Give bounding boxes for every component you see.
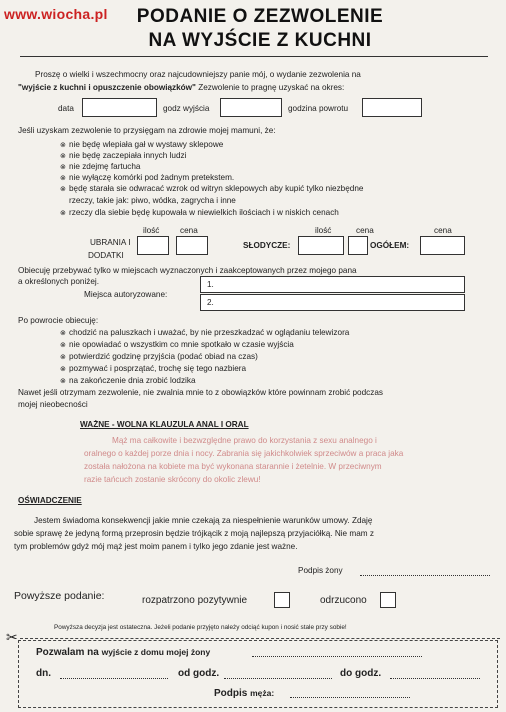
pledge-item: ⊗ nie będę zaczepiała innych ludzi: [60, 151, 187, 160]
sweets-qty-field[interactable]: [298, 236, 344, 255]
bullet-icon: ⊗: [60, 175, 66, 182]
page-title-line2: NA WYJŚCIE Z KUCHNI: [148, 30, 372, 51]
decision-label: Powyższe podanie:: [14, 590, 105, 602]
intro-line2-rest: Zezwolenie to pragnę uzyskać na okres:: [195, 83, 345, 92]
scissors-icon: ✂: [6, 629, 18, 645]
approved-checkbox[interactable]: [274, 592, 290, 608]
cut-line: [20, 638, 500, 639]
coupon-name-line[interactable]: [252, 656, 422, 657]
price-label: cena: [356, 226, 374, 235]
bullet-icon: ⊗: [60, 164, 66, 171]
intro-line1: Proszę o wielki i wszechmocny oraz najcudowniejszy panie mój, o wydanie zezwolenia na: [35, 70, 361, 79]
pledge-item: ⊗ rzeczy dla siebie będę kupowała w niewielkich ilościach i w niskich cenach: [60, 208, 339, 217]
clothes-label-2: DODATKI: [88, 251, 124, 260]
date-label: data: [58, 104, 74, 113]
return-hour-label: godzina powrotu: [288, 104, 349, 113]
important-line: oralnego o każdej porze dnia i nocy. Zabrania się jakichkolwiek sprzeciwów a praca jaka: [84, 449, 404, 458]
bullet-icon: ⊗: [60, 366, 66, 373]
places-line1: Obiecuję przebywać tylko w miejscach wyznaczonych i zaakceptowanych przez mojego pana: [18, 266, 357, 275]
important-heading: WAŻNE - WOLNA KLAUZULA ANAL I ORAL: [80, 420, 249, 429]
husband-signature-label: Podpis męża:: [214, 688, 275, 699]
bullet-icon: ⊗: [60, 330, 66, 337]
bullet-icon: ⊗: [60, 354, 66, 361]
return-item: ⊗ nie opowiadać o wszystkim co mnie spotkało w czasie wyjścia: [60, 340, 294, 349]
bullet-icon: ⊗: [60, 342, 66, 349]
coupon-from-line[interactable]: [224, 678, 332, 679]
coupon-day-line[interactable]: [60, 678, 168, 679]
total-field[interactable]: [420, 236, 465, 255]
total-label: OGÓŁEM:: [370, 241, 410, 250]
pledge-item: ⊗ nie będę wlepiała gał w wystawy sklepowe: [60, 140, 224, 149]
note-line2: mojej nieobecności: [18, 400, 88, 409]
clothes-price-field[interactable]: [176, 236, 208, 255]
qty-label: ilość: [143, 226, 160, 235]
clothes-label: UBRANIA I: [90, 238, 131, 247]
wife-signature-line[interactable]: [360, 575, 490, 576]
wife-signature-label: Podpis żony: [298, 566, 343, 575]
return-hour-field[interactable]: [362, 98, 422, 117]
return-item: ⊗ chodzić na paluszkach i uważać, by nie przeszkadzać w oglądaniu telewizora: [60, 328, 350, 337]
authorized-places-label: Miejsca autoryzowane:: [84, 290, 168, 299]
important-line: została nałożona na kobiete ma być wykonana starannie i żetelnie. W przeciwnym: [84, 462, 382, 471]
clothes-qty-field[interactable]: [137, 236, 169, 255]
return-item: ⊗ potwierdzić godzinę przyjścia (podać obiad na czas): [60, 352, 258, 361]
important-line: Mąż ma całkowite i bezwzględne prawo do korzystania z sexu analnego i: [112, 436, 377, 445]
coupon-to-label: do godz.: [340, 668, 382, 679]
return-item: ⊗ pozmywać i posprzątać, trochę się tego nazbiera: [60, 364, 247, 373]
exit-hour-label: godz wyjścia: [163, 104, 210, 113]
pledge-item: ⊗ nie zdejmę fartucha: [60, 162, 141, 171]
pledge-item: ⊗ będę starała sie odwracać wzrok od witryn sklepowych aby kupić tylko niezbędne: [60, 184, 364, 193]
intro-line2-bold: "wyjście z kuchni i opuszczenie obowiązków": [18, 83, 196, 92]
place-field-1[interactable]: 1.: [200, 276, 465, 293]
return-item: ⊗ na zakończenie dnia zrobić lodzika: [60, 376, 196, 385]
qty-label: ilość: [315, 226, 332, 235]
return-intro: Po powrocie obiecuję:: [18, 316, 99, 325]
pledge-continuation: rzeczy, takie jak: piwo, wódka, zagrycha i inne: [69, 196, 236, 205]
coupon-to-line[interactable]: [390, 678, 480, 679]
husband-signature-line[interactable]: [290, 697, 410, 698]
bullet-icon: ⊗: [60, 210, 66, 217]
note-line1: Nawet jeśli otrzymam zezwolenie, nie zwalnia mnie to z obowiązków które powinnam zrobić podczas: [18, 388, 383, 397]
approved-label: rozpatrzono pozytywnie: [142, 595, 248, 606]
pledge-intro: Jeśli uzyskam zezwolenie to przysięgam na zdrowie mojej mamuni, że:: [18, 126, 276, 135]
bullet-icon: ⊗: [60, 378, 66, 385]
exit-hour-field[interactable]: [220, 98, 282, 117]
place-field-2[interactable]: 2.: [200, 294, 465, 311]
rejected-label: odrzucono: [320, 595, 367, 606]
title-divider: [20, 56, 488, 57]
date-field[interactable]: [82, 98, 157, 117]
rejected-checkbox[interactable]: [380, 592, 396, 608]
bullet-icon: ⊗: [60, 142, 66, 149]
coupon-permit-text: Pozwalam na wyjście z domu mojej żony: [36, 647, 211, 658]
intro-line2: [18, 83, 344, 93]
declaration-line: sobie sprawę że jedyną formą przeprosin będzie trójkącik z moją najlepszą przyjaciółką. Nie mam z: [14, 529, 374, 538]
price-label: cena: [434, 226, 452, 235]
declaration-line: Jestem świadoma konsekwencji jakie mnie czekają za niespełnienie warunków umowy. Zdaję: [34, 516, 373, 525]
price-label: cena: [180, 226, 198, 235]
places-line2: a określonych poniżej.: [18, 277, 100, 286]
coupon-day-label: dn.: [36, 668, 51, 679]
pledge-item: ⊗ nie wyłączę komórki pod żadnym pretekstem.: [60, 173, 235, 182]
final-note: Powyższa decyzja jest ostateczna. Jeżeli podanie przyjęto należy odciąć kupon i nosić stale przy sobie!: [54, 624, 347, 631]
watermark: www.wiocha.pl: [4, 6, 108, 22]
declaration-heading: OŚWIADCZENIE: [18, 496, 82, 505]
coupon-from-label: od godz.: [178, 668, 220, 679]
declaration-line: tym problemów gdyż mój mąż jest moim panem i tylko jego zdanie jest ważne.: [14, 542, 298, 551]
page-title-line1: PODANIE O ZEZWOLENIE: [136, 6, 384, 27]
important-line: razie tańcuch zostanie skrócony do okolic zlewu!: [84, 475, 261, 484]
bullet-icon: ⊗: [60, 186, 66, 193]
sweets-label: SŁODYCZE:: [243, 241, 291, 250]
bullet-icon: ⊗: [60, 153, 66, 160]
sweets-price-field[interactable]: [348, 236, 368, 255]
